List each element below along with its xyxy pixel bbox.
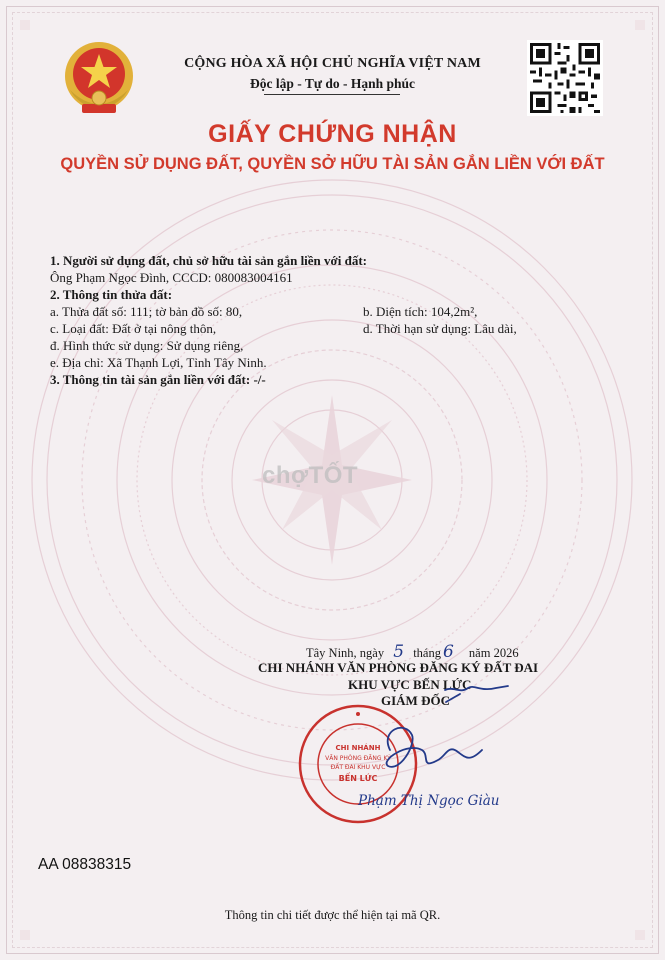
nation-name: CỘNG HÒA XÃ HỘI CHỦ NGHĨA VIỆT NAM	[184, 56, 481, 71]
signer-position: GIÁM ĐỐC	[381, 693, 450, 708]
month-label: tháng	[413, 646, 441, 660]
parcel-number: a. Thửa đất số: 111; tờ bản đồ số: 80,	[50, 304, 243, 319]
usage-form: đ. Hình thức sử dụng: Sử dụng riêng,	[50, 338, 244, 353]
land-type: c. Loại đất: Đất ở tại nông thôn,	[50, 321, 217, 336]
date-day: 5	[393, 642, 405, 662]
date-prefix: Tây Ninh, ngày	[306, 646, 385, 660]
owner-info: Ông Phạm Ngọc Đình, CCCD: 080083004161	[50, 270, 293, 285]
section-3-heading: 3. Thông tin tài sản gắn liền với đất: -/-	[50, 372, 266, 387]
year-label: năm 2026	[468, 646, 519, 660]
svg-text:BẾN LỨC: BẾN LỨC	[338, 774, 378, 783]
usage-term: d. Thời hạn sử dụng: Lâu dài,	[363, 321, 517, 336]
land-address: e. Địa chỉ: Xã Thạnh Lợi, Tỉnh Tây Ninh.	[50, 355, 267, 370]
serial-number: AA 08838315	[38, 856, 132, 873]
certificate-title: GIẤY CHỨNG NHẬN	[208, 120, 457, 148]
qr-note: Thông tin chi tiết được thể hiện tại mã QR.	[224, 908, 441, 922]
section-1-heading: 1. Người sử dụng đất, chủ sở hữu tài sản gắn liền với đất:	[50, 253, 367, 268]
svg-text:VĂN PHÒNG ĐĂNG KÝ: VĂN PHÒNG ĐĂNG KÝ	[325, 755, 391, 762]
watermark: chợTỐT	[262, 462, 359, 489]
date-month: 6	[442, 642, 454, 662]
certificate-subtitle: QUYỀN SỬ DỤNG ĐẤT, QUYỀN SỞ HỮU TÀI SẢN GẮN LIỀN VỚI ĐẤT	[60, 155, 605, 173]
national-motto: Độc lập - Tự do - Hạnh phúc	[249, 76, 416, 91]
signing-date	[306, 642, 519, 662]
motto-underline	[264, 94, 400, 95]
parcel-area: b. Diện tích: 104,2m²,	[363, 304, 478, 319]
office-name-line1: CHI NHÁNH VĂN PHÒNG ĐĂNG KÝ ĐẤT ĐAI	[258, 660, 539, 675]
signature-scribble	[350, 680, 520, 790]
signer-name: Phạm Thị Ngọc Giàu	[358, 793, 500, 809]
office-name-line2: KHU VỰC BẾN LỨC	[348, 677, 472, 692]
svg-text:CHI NHÁNH: CHI NHÁNH	[335, 744, 381, 752]
svg-text:ĐẤT ĐAI KHU VỰC: ĐẤT ĐAI KHU VỰC	[330, 764, 386, 771]
section-2-heading: 2. Thông tin thửa đất:	[50, 287, 173, 302]
